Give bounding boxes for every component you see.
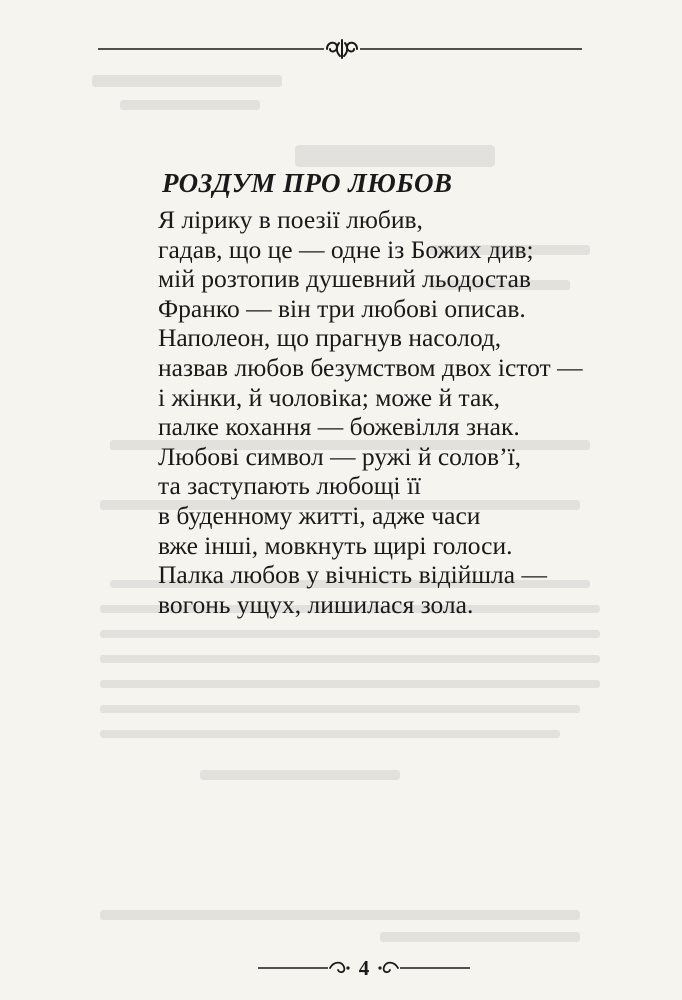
poem-line: та заступають любощі її xyxy=(158,471,422,501)
poem-line: і жінки, й чоловіка; може й так, xyxy=(158,382,501,412)
swirl-left-icon xyxy=(258,955,352,981)
poem xyxy=(158,165,638,619)
poem-line: вогонь ущух, лишилася зола. xyxy=(158,589,474,619)
poem-line: Палка любов у вічність відійшла — xyxy=(158,560,547,590)
poem-line: Наполеон, що прагнув насолод, xyxy=(158,323,502,353)
flourish-ornament-icon xyxy=(98,34,582,64)
poem-line: Любові символ — ружі й солов’ї, xyxy=(158,441,522,471)
poem-line: палке кохання — божевілля знак. xyxy=(158,412,520,442)
poem-line: мій розтопив душевний льодостав xyxy=(158,264,531,294)
poem-lines xyxy=(158,205,638,619)
poem-title: РОЗДУМ ПРО ЛЮБОВ xyxy=(162,168,453,198)
poem-line: в буденному житті, адже часи xyxy=(158,500,481,530)
poem-line: вже інші, мовкнуть щирі голоси. xyxy=(158,530,513,560)
page-footer xyxy=(258,955,470,981)
swirl-right-icon xyxy=(376,955,470,981)
poem-line: назвав любов безумством двох істот — xyxy=(158,352,583,382)
poem-line: гадав, що це — одне із Божих див; xyxy=(158,234,534,264)
poem-line: Я лірику в поезії любив, xyxy=(158,205,423,234)
page-number: 4 xyxy=(358,956,370,980)
poem-line: Франко — він три любові описав. xyxy=(158,293,526,323)
